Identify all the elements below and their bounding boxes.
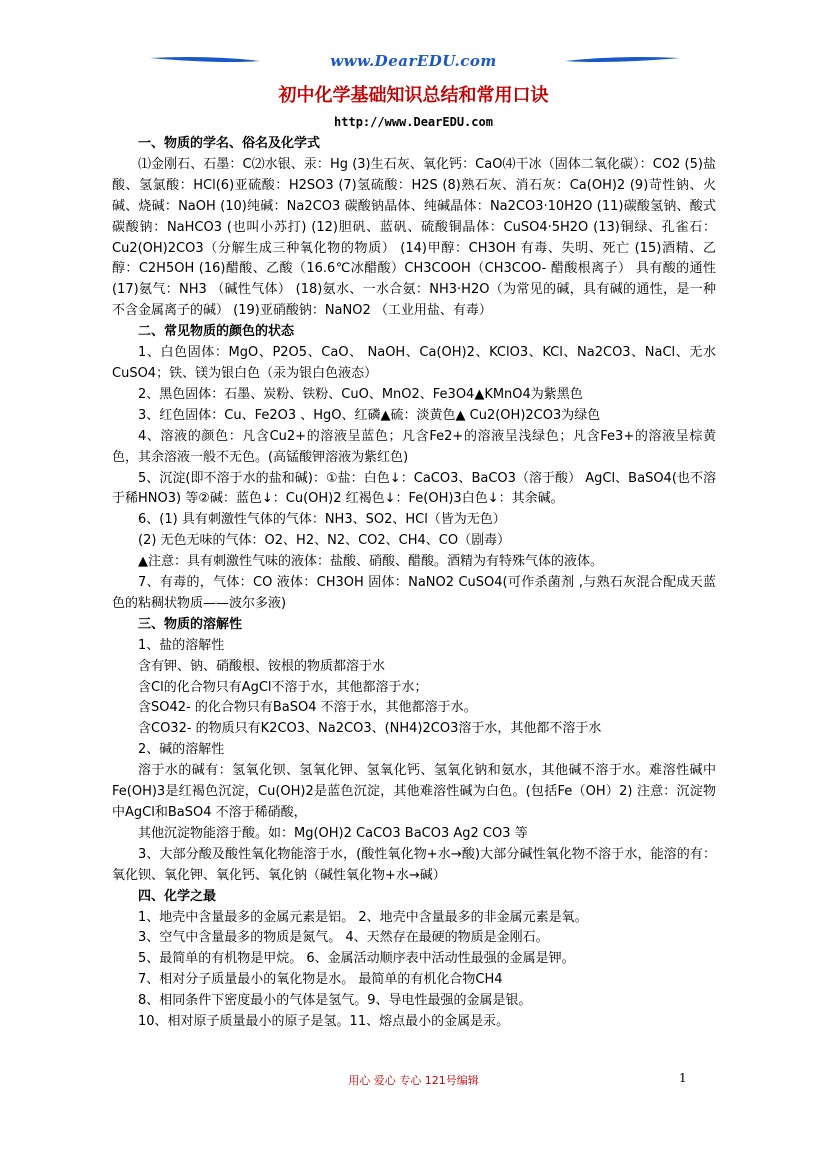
- paragraph: 3、大部分酸及酸性氧化物能溶于水，(酸性氧化物+水→酸)大部分碱性氧化物不溶于水，能溶的有：氧化钡、氧化钾、氧化钙、氧化钠（碱性氧化物+水→碱）: [112, 846, 716, 883]
- paragraph: 8、相同条件下密度最小的气体是氢气。9、导电性最强的金属是银。: [138, 993, 532, 1009]
- paragraph: 3、红色固体：Cu、Fe2O3 、HgO、红磷▲硫：淡黄色▲ Cu2(OH)2CO3为绿色: [138, 407, 601, 423]
- paragraph: 其他沉淀物能溶于酸。如：Mg(OH)2 CaCO3 BaCO3 Ag2 CO3 等: [138, 825, 528, 841]
- document-body: [112, 134, 716, 1033]
- paragraph: 3、空气中含量最多的物质是氮气。 4、天然存在最硬的物质是金刚石。: [138, 930, 549, 946]
- paragraph: 6、(1) 具有刺激性气体的气体：NH3、SO2、HCl（皆为无色）: [138, 512, 506, 528]
- site-banner: [0, 48, 827, 78]
- source-url[interactable]: http://www.DearEDU.com: [334, 115, 493, 129]
- paragraph: ▲注意：具有刺激性气味的液体：盐酸、硝酸、醋酸。酒精为有特殊气体的液体。: [138, 554, 603, 570]
- paragraph: ⑴金刚石、石墨：C⑵水银、汞：Hg (3)生石灰、氧化钙：CaO⑷干冰（固体二氧化碳）：CO2 (5)盐酸、氢氯酸：HCl(6)亚硫酸：H2SO3 (7)氢硫酸：H2S (8)熟石灰、消石灰：Ca(OH)2 (9)苛性钠、火碱、烧碱：NaOH (10)纯碱：Na2CO3 碳酸钠晶体、纯碱晶体：Na2CO3·10H2O (11)碳酸氢钠、酸式碳酸钠：NaHCO3 (也叫小苏打) (12)胆矾、蓝矾、硫酸铜晶体：CuSO4·5H2O (13)铜绿、孔雀石：Cu2(OH)2CO3（分解生成三种氧化物的物质） (14)甲醇：CH3OH 有毒、失明、死亡 (15)酒精、乙醇：C2H5OH (16)醋酸、乙酸（16.6℃冰醋酸）CH3COOH（CH3COO- 醋酸根离子） 具有酸的通性 (17)氨气：NH3 （碱性气体） (18)氨水、一水合氨：NH3·H2O（为常见的碱，具有碱的通性，是一种不含金属离子的碱） (19)亚硝酸钠：NaNO2 （工业用盐、有毒）: [112, 156, 716, 319]
- paragraph: 2、黑色固体：石墨、炭粉、铁粉、CuO、MnO2、Fe3O4▲KMnO4为紫黑色: [138, 386, 583, 402]
- paragraph: 含CO32- 的物质只有K2CO3、Na2CO3、(NH4)2CO3溶于水，其他都不溶于水: [138, 721, 602, 737]
- section-heading: 一、物质的学名、俗名及化学式: [138, 136, 321, 151]
- paragraph: 溶于水的碱有：氢氧化钡、氢氧化钾、氢氧化钙、氢氧化钠和氨水，其他碱不溶于水。难溶性碱中Fe(OH)3是红褐色沉淀，Cu(OH)2是蓝色沉淀，其他难溶性碱为白色。(包括Fe（OH）2) 注意：沉淀物中AgCl和BaSO4 不溶于稀硝酸，: [112, 763, 716, 820]
- section-heading: 四、化学之最: [138, 888, 217, 904]
- paragraph: 7、有毒的，气体：CO 液体：CH3OH 固体：NaNO2 CuSO4(可作杀菌剂 ,与熟石灰混合配成天蓝色的粘稠状物质——波尔多液): [112, 575, 716, 611]
- paragraph: 4、溶液的颜色：凡含Cu2+的溶液呈蓝色；凡含Fe2+的溶液呈浅绿色；凡含Fe3+的溶液呈棕黄色，其余溶液一般不无色。(高锰酸钾溶液为紫红色): [112, 428, 716, 465]
- paragraph: 含有钾、钠、硝酸根、铵根的物质都溶于水: [138, 658, 386, 674]
- paragraph: 含Cl的化合物只有AgCl不溶于水，其他都溶于水；: [138, 679, 428, 695]
- paragraph: 10、相对原子质量最小的原子是氢。11、熔点最小的金属是汞。: [138, 1014, 510, 1030]
- site-url[interactable]: www.DearEDU.com: [330, 52, 497, 70]
- page-title: 初中化学基础知识总结和常用口诀: [278, 85, 549, 106]
- paragraph: 5、最简单的有机物是甲烷。 6、金属活动顺序表中活动性最强的金属是钾。: [138, 951, 575, 967]
- paragraph: (2) 无色无味的气体：O2、H2、N2、CO2、CH4、CO（剧毒）: [138, 533, 511, 549]
- section-heading: 三、物质的溶解性: [138, 616, 243, 632]
- paragraph: 1、地壳中含量最多的金属元素是铝。 2、地壳中含量最多的非金属元素是氧。: [138, 909, 588, 925]
- paragraph: 1、盐的溶解性: [138, 637, 225, 653]
- paragraph: 2、碱的溶解性: [138, 742, 225, 758]
- page-number: 1: [679, 1071, 687, 1085]
- footer-text: 用心 爱心 专心 121号编辑: [348, 1074, 479, 1087]
- section-heading: 二、常见物质的颜色的状态: [138, 324, 295, 340]
- paragraph: 5、沉淀(即不溶于水的盐和碱)：①盐：白色↓：CaCO3、BaCO3（溶于酸） AgCl、BaSO4(也不溶于稀HNO3) 等②碱：蓝色↓：Cu(OH)2 红褐色↓：Fe(OH)3白色↓：其余碱。: [112, 470, 716, 507]
- paragraph: 7、相对分子质量最小的氧化物是水。 最简单的有机化合物CH4: [138, 972, 503, 988]
- paragraph: 1、白色固体：MgO、P2O5、CaO、 NaOH、Ca(OH)2、KClO3、KCl、Na2CO3、NaCl、无水CuSO4；铁、镁为银白色（汞为银白色液态）: [112, 345, 716, 381]
- paragraph: 含SO42- 的化合物只有BaSO4 不溶于水，其他都溶于水。: [138, 700, 477, 716]
